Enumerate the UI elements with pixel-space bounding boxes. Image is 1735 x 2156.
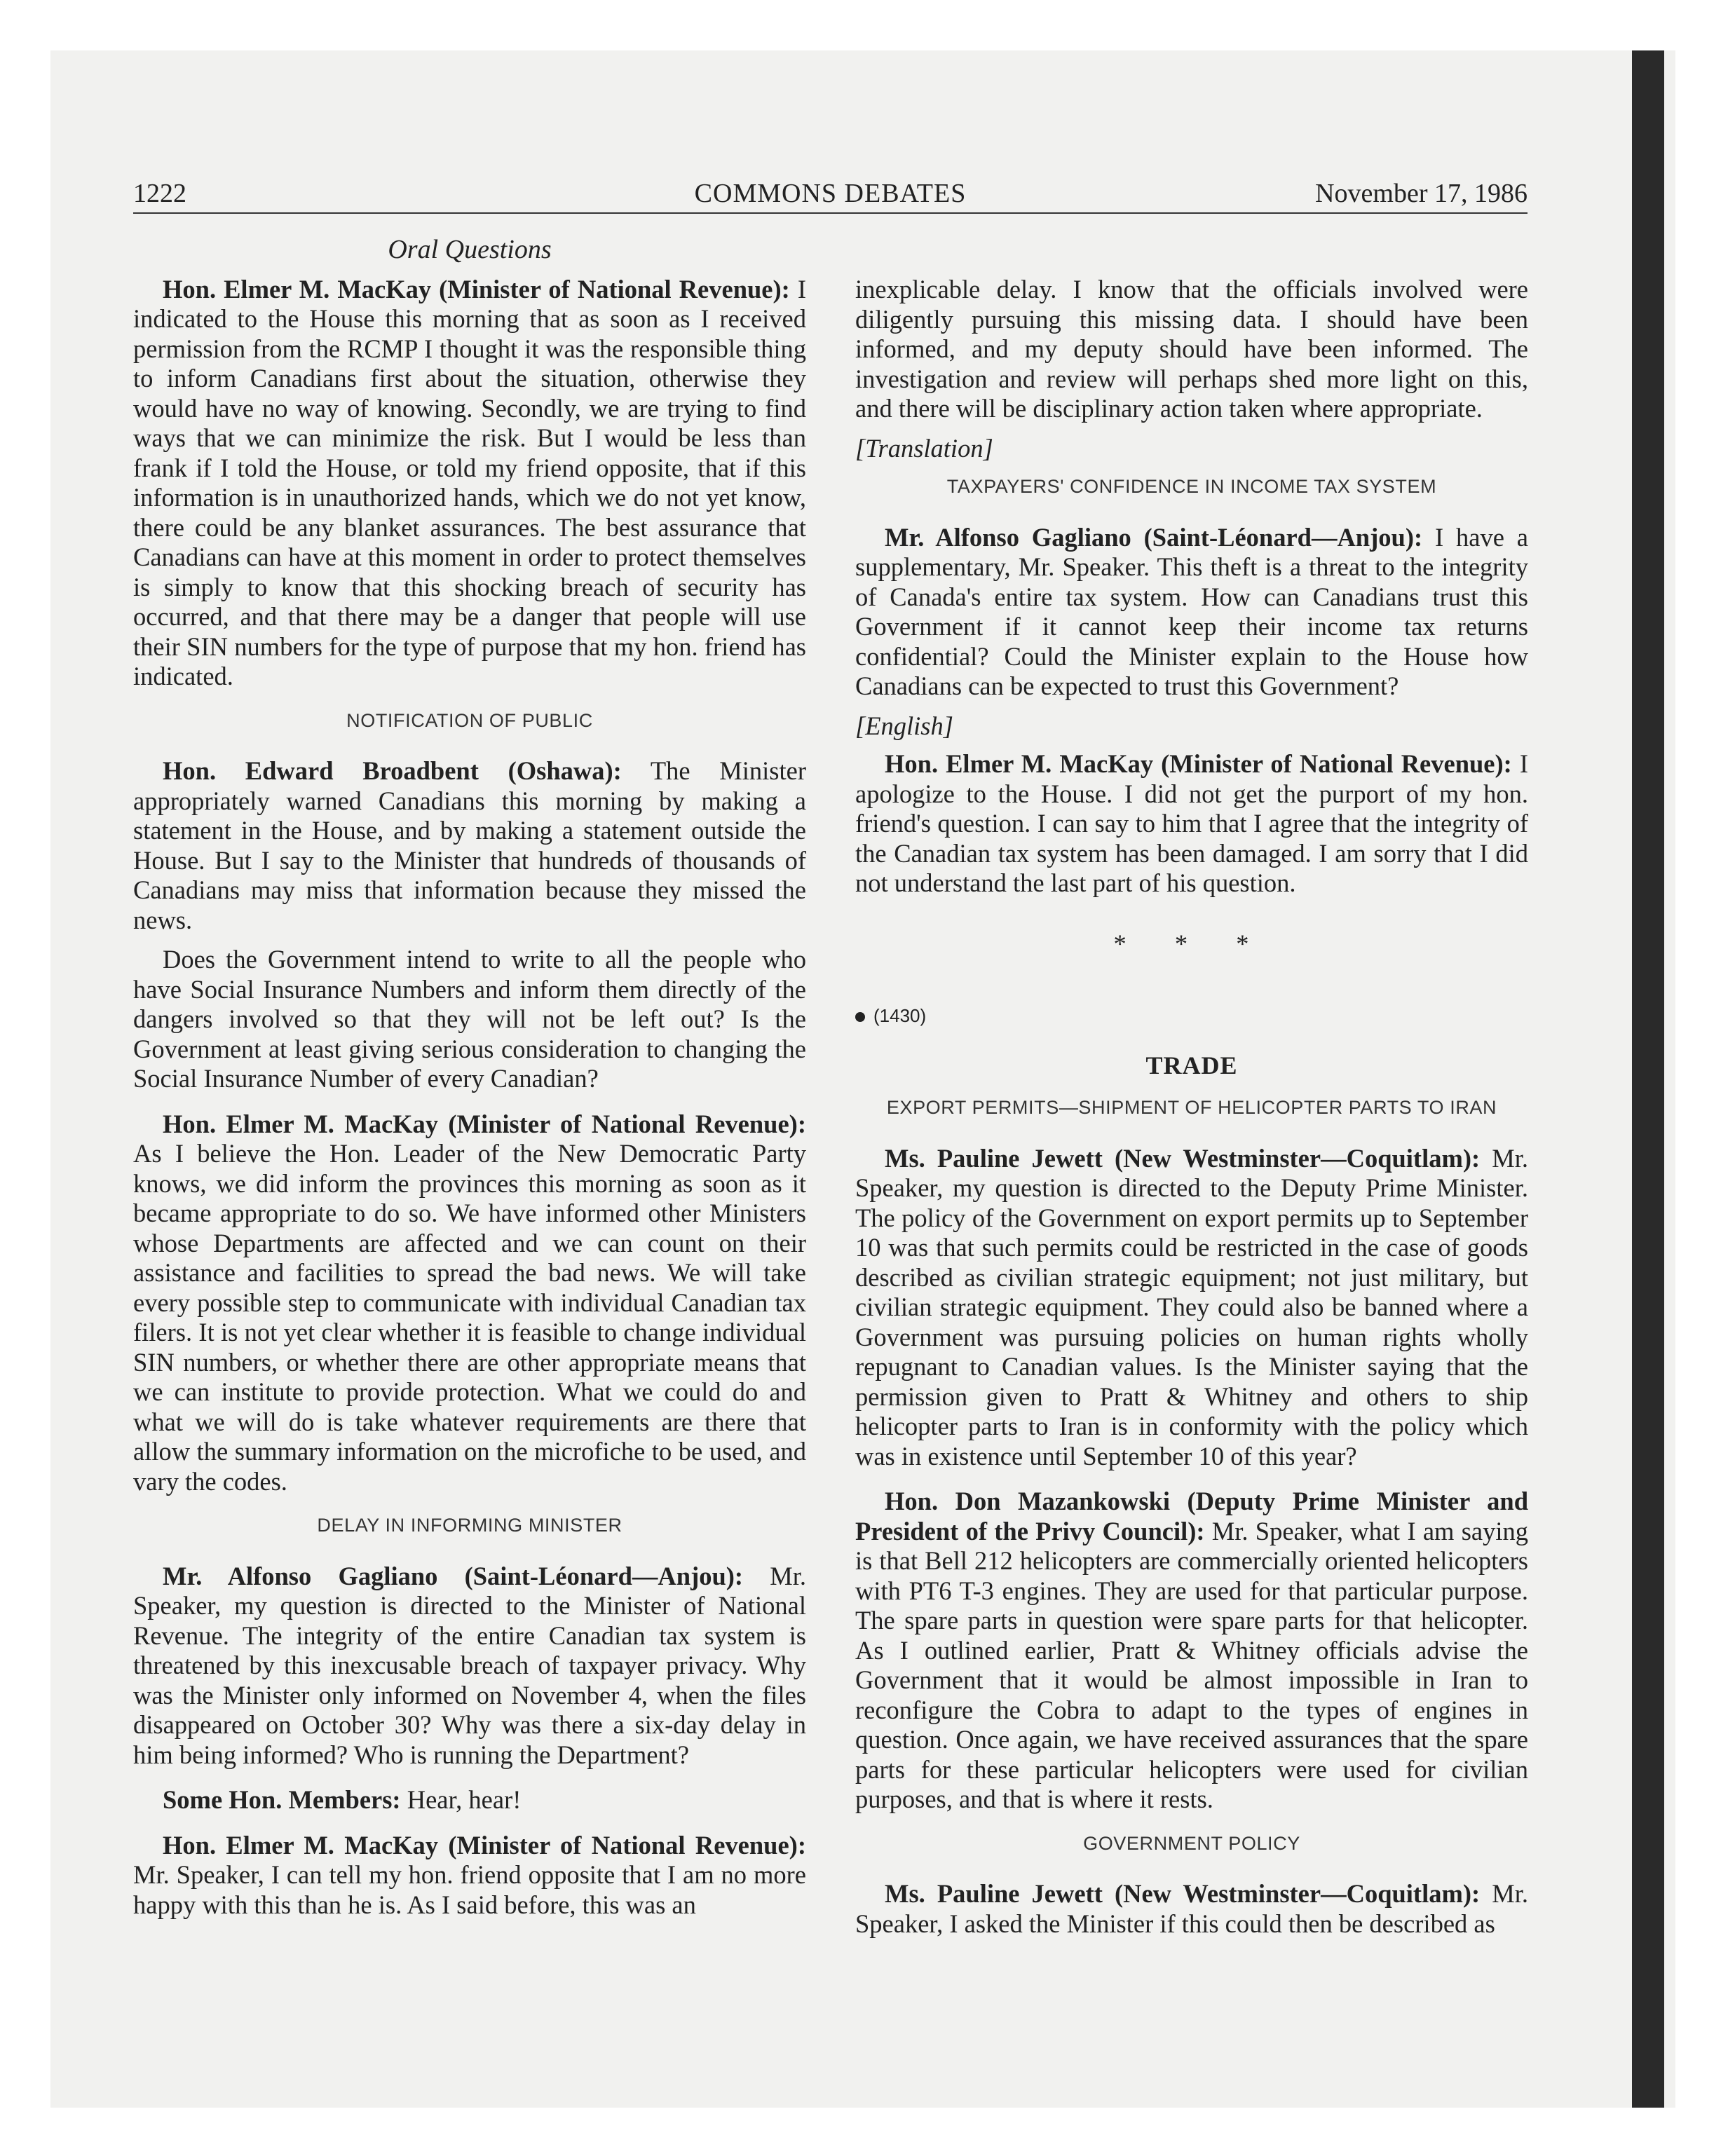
time-marker: [855, 1001, 1528, 1031]
speaker-name: Ms. Pauline Jewett (New Westminster—Coquitlam):: [885, 1143, 1481, 1173]
section-title: Oral Questions: [388, 235, 552, 264]
speech-text: The Minister appropriately warned Canadians this morning by making a statement in the House, and by making a statement outside the House. But I say to the Minister that hundreds of thousands of Canadians may miss that information because they missed the news.: [133, 756, 806, 934]
paragraph: [855, 275, 1528, 424]
paragraph: [133, 1110, 806, 1497]
paragraph: [133, 1831, 806, 1920]
subheading: NOTIFICATION OF PUBLIC: [346, 709, 593, 731]
speaker-name: Some Hon. Members:: [163, 1785, 401, 1814]
issue-date: November 17, 1986: [1315, 179, 1528, 208]
speaker-name: Mr. Alfonso Gagliano (Saint-Léonard—Anjou):: [885, 522, 1423, 552]
speaker-name: Hon. Don Mazankowski (Deputy Prime Minister and President of the Privy Council):: [855, 1487, 1528, 1546]
speech-text: As I believe the Hon. Leader of the New Democratic Party knows, we did inform the provinces this morning as soon as it became appropriate to do so. We have informed other Ministers whose Departments are affected and we can count on their assistance and facilities to spread the bad news. We will take every possible step to communicate with individual Canadian tax filers. It is not yet clear whether it is feasible to change individual SIN numbers, or whether there are other appropriate means that we can institute to provide protection. What we could do and what we will do is take whatever requirements are there that allow the summary information on the microfiche to be used, and vary the codes.: [133, 1139, 806, 1496]
paragraph: [855, 1144, 1528, 1472]
paragraph: [133, 756, 806, 935]
paragraph: [855, 1879, 1528, 1939]
paragraph: [855, 1487, 1528, 1815]
speech-text: Hear, hear!: [400, 1785, 522, 1814]
page-number: 1222: [133, 179, 186, 208]
speaker-name: Hon. Edward Broadbent (Oshawa):: [163, 756, 622, 785]
speech-text: I indicated to the House this morning that as soon as I received permission from the RCMP I thought it was the responsible thing to inform Canadians first about the situation, otherwise they would have no way of knowing. Secondly, we are trying to find ways that we can minimize the risk. But I would be less than frank if I told the House, or told my friend opposite, that if this information is in unauthorized hands, which we do not yet know, there could be any blanket assurances. The best assurance that Canadians can have at this moment in order to protect themselves is simply to know that this shocking breach of security has occurred, and that there may be a danger that people will use their SIN numbers for the type of purpose that my hon. friend has indicated.: [133, 274, 806, 690]
speech-text: Mr. Speaker, my question is directed to the Deputy Prime Minister. The policy of the Government on export permits up to September 10 was that such permits could be restricted in the case of goods described as civilian strategic equipment; not just military, but civilian strategic equipment. They could also be banned where a Government was pursuing policies on human rights wholly repugnant to Canadian values. Is the Minister saying that the permission given to Pratt & Whitney and others to ship helicopter parts to Iran is in conformity with the policy which was in existence until September 10 of this year?: [855, 1143, 1528, 1471]
right-column: [855, 275, 1528, 1949]
time-marker-text: (1430): [873, 1005, 927, 1026]
left-column: [133, 235, 806, 1930]
paragraph: [855, 523, 1528, 702]
speaker-name: Hon. Elmer M. MacKay (Minister of National Revenue):: [163, 1109, 806, 1138]
subheading: DELAY IN INFORMING MINISTER: [317, 1515, 622, 1536]
paragraph: [133, 275, 806, 692]
bullet-icon: [855, 1012, 865, 1022]
speaker-name: Hon. Elmer M. MacKay (Minister of National Revenue):: [163, 274, 790, 303]
speaker-name: Hon. Elmer M. MacKay (Minister of National Revenue):: [885, 749, 1512, 778]
subheading: GOVERNMENT POLICY: [1083, 1832, 1300, 1854]
scan-edge-bar: [1632, 50, 1664, 2108]
speaker-name: Ms. Pauline Jewett (New Westminster—Coquitlam):: [885, 1879, 1481, 1908]
speech-text: I apologize to the House. I did not get the purport of my hon. friend's question. I can say to him that I agree that the integrity of the Canadian tax system has been damaged. I am sorry that I did not understand the last part of his question.: [855, 749, 1528, 897]
speech-text: Mr. Speaker, I can tell my hon. friend opposite that I am no more happy with this than he is. As I said before, this was an: [133, 1860, 806, 1919]
paragraph: [855, 749, 1528, 899]
speaker-name: Hon. Elmer M. MacKay (Minister of National Revenue):: [163, 1830, 806, 1860]
page-header: [133, 177, 1528, 210]
language-tag: [English]: [855, 711, 953, 740]
speech-text: Mr. Speaker, my question is directed to the Minister of National Revenue. The integrity of the entire Canadian tax system is threatened by this inexcusable breach of taxpayer privacy. Why was the Minister only informed on November 4, when the files disappeared on October 30? Why was there a six-day delay in him being informed? Who is running the Department?: [133, 1561, 806, 1769]
journal-title: COMMONS DEBATES: [694, 179, 967, 208]
section-heading: TRADE: [1145, 1051, 1238, 1079]
language-tag: [Translation]: [855, 433, 993, 463]
header-rule: [133, 212, 1528, 214]
speech-text: I have a supplementary, Mr. Speaker. This theft is a threat to the integrity of Canada's entire tax system. How can Canadians trust this Government if it cannot keep their income tax returns confidential? Could the Minister explain to the House how Canadians can be expected to trust this Government?: [855, 522, 1528, 700]
section-separator: * * *: [1113, 929, 1270, 958]
subheading: TAXPAYERS' CONFIDENCE IN INCOME TAX SYSTEM: [946, 476, 1437, 497]
paragraph: [133, 1785, 806, 1815]
paragraph: [133, 945, 806, 1094]
subheading: EXPORT PERMITS—SHIPMENT OF HELICOPTER PARTS TO IRAN: [886, 1097, 1497, 1118]
paragraph: [133, 1562, 806, 1770]
speech-text: Does the Government intend to write to all the people who have Social Insurance Numbers and inform them directly of the dangers involved so that they will not be left out? Is the Government at least giving serious consideration to changing the Social Insurance Number of every Canadian?: [133, 945, 806, 1093]
speech-text: Mr. Speaker, what I am saying is that Bell 212 helicopters are commercially oriented helicopters with PT6 T-3 engines. They are used for that particular purpose. The spare parts in question were spare parts for that helicopter. As I outlined earlier, Pratt & Whitney officials advise the Government that it would be almost impossible in Iran to reconfigure the Cobra to adapt to the types of engines in question. Once again, we have received assurances that the spare parts for these particular helicopters were used for civilian purposes, and that is where it rests.: [855, 1516, 1528, 1813]
speech-text: Mr. Speaker, I asked the Minister if this could then be described as: [855, 1879, 1528, 1938]
speech-text: inexplicable delay. I know that the officials involved were diligently pursuing this missing data. I should have been informed, and my deputy should have been informed. The investigation and review will perhaps shed more light on this, and there will be disciplinary action taken where appropriate.: [855, 275, 1528, 423]
speaker-name: Mr. Alfonso Gagliano (Saint-Léonard—Anjou):: [163, 1561, 744, 1590]
